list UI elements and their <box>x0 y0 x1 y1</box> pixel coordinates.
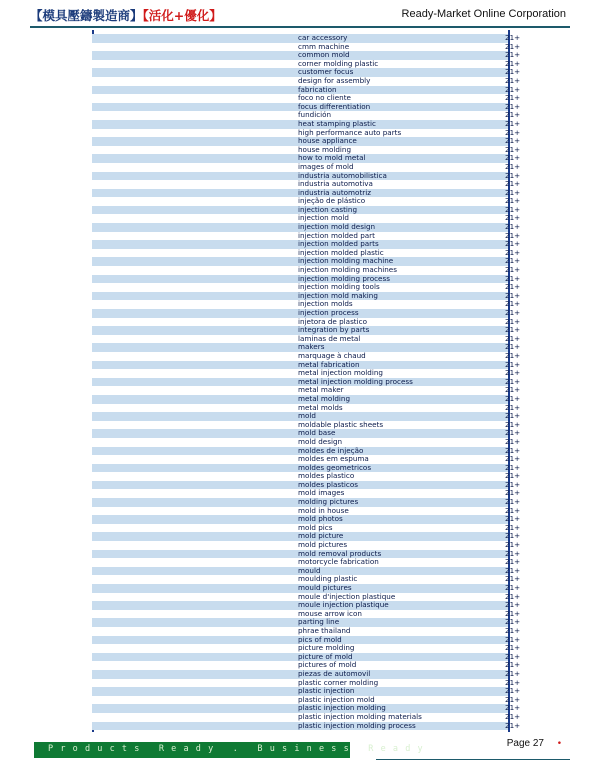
rank-cell: 21+ <box>505 239 521 249</box>
keyword-cell: cmm machine <box>298 41 350 51</box>
keyword-cell: picture of mold <box>298 651 353 661</box>
rank-cell: 21+ <box>505 454 521 464</box>
rank-cell: 21+ <box>505 144 521 154</box>
keyword-cell: integration by parts <box>298 325 370 335</box>
rank-cell: 21+ <box>505 531 521 541</box>
table-row <box>92 720 521 731</box>
keyword-cell: injection casting <box>298 204 358 214</box>
keyword-cell: pictures of mold <box>298 660 357 670</box>
keyword-cell: mouse arrow icon <box>298 608 362 618</box>
rank-cell: 21+ <box>505 136 521 146</box>
rank-cell: 21+ <box>505 196 521 206</box>
keyword-cell: plastic injection molding process <box>298 720 416 730</box>
keyword-cell: mold picture <box>298 531 344 541</box>
rank-cell: 21+ <box>505 436 521 446</box>
rank-cell: 21+ <box>505 694 521 704</box>
keyword-cell: picture molding <box>298 643 355 653</box>
keyword-cell: moule d'injection plastique <box>298 591 396 601</box>
rank-cell: 21+ <box>505 58 521 68</box>
rank-cell: 21+ <box>505 651 521 661</box>
keyword-cell: laminas de metal <box>298 333 361 343</box>
keyword-cell: mold images <box>298 488 345 498</box>
rank-cell: 21+ <box>505 505 521 515</box>
rank-cell: 21+ <box>505 376 521 386</box>
rank-cell: 21+ <box>505 471 521 481</box>
keyword-cell: car accessory <box>298 33 348 42</box>
keyword-cell: high performance auto parts <box>298 127 402 137</box>
keyword-cell: injection molding tools <box>298 282 380 292</box>
keyword-cell: moldes em espuma <box>298 454 369 464</box>
rank-cell: 21+ <box>505 479 521 489</box>
keyword-cell: how to mold metal <box>298 153 366 163</box>
rank-cell: 21+ <box>505 462 521 472</box>
keyword-cell: mould pictures <box>298 583 352 592</box>
rank-cell: 21+ <box>505 402 521 412</box>
keyword-cell: mold pictures <box>298 540 348 550</box>
rank-cell: 21+ <box>505 660 521 670</box>
keyword-cell: industria automobilistica <box>298 170 387 180</box>
rank-cell: 21+ <box>505 625 521 635</box>
rank-cell: 21+ <box>505 591 521 601</box>
keyword-cell: injetora de plastico <box>298 316 367 326</box>
rank-cell: 21+ <box>505 393 521 403</box>
rank-cell: 21+ <box>505 711 521 721</box>
rank-cell: 21+ <box>505 411 521 421</box>
rank-cell: 21+ <box>505 230 521 240</box>
page-number: Page 27 <box>506 738 544 749</box>
keyword-cell: moulding plastic <box>298 574 358 584</box>
keyword-cell: metal fabrication <box>298 359 360 369</box>
keyword-cell: common mold <box>298 50 350 60</box>
rank-cell: 21+ <box>505 686 521 696</box>
rank-cell: 21+ <box>505 118 521 128</box>
keyword-cell: design for assembly <box>298 75 371 85</box>
rank-cell: 21+ <box>505 350 521 360</box>
rank-cell: 21+ <box>505 643 521 653</box>
keyword-cell: metal molds <box>298 402 343 412</box>
keyword-cell: foco no cliente <box>298 93 351 103</box>
keyword-cell: moldes geometricos <box>298 462 372 472</box>
keyword-cell: mold photos <box>298 514 343 524</box>
rank-cell: 21+ <box>505 33 521 42</box>
keyword-cell: fabrication <box>298 84 337 94</box>
rank-cell: 21+ <box>505 153 521 163</box>
keyword-cell: makers <box>298 342 325 352</box>
rank-cell: 21+ <box>505 265 521 275</box>
rank-cell: 21+ <box>505 720 521 730</box>
keyword-cell: images of mold <box>298 161 354 171</box>
rank-cell: 21+ <box>505 308 521 317</box>
rank-cell: 21+ <box>505 273 521 283</box>
rank-cell: 21+ <box>505 256 521 266</box>
keyword-cell: moldes plasticos <box>298 479 359 489</box>
rank-cell: 21+ <box>505 213 521 223</box>
rank-cell: 21+ <box>505 565 521 575</box>
header-title-highlight: 【活化+優化】 <box>142 8 222 23</box>
rank-cell: 21+ <box>505 187 521 197</box>
footer-tagline: Products Ready . Business Ready <box>48 744 430 754</box>
keyword-cell: house appliance <box>298 136 357 146</box>
keyword-cell: industria automotiva <box>298 179 373 189</box>
keyword-cell: moldes plastico <box>298 471 355 481</box>
keyword-cell: piezas de automovil <box>298 668 371 678</box>
rank-cell: 21+ <box>505 179 521 189</box>
rank-cell: 21+ <box>505 488 521 498</box>
keyword-cell: customer focus <box>298 67 354 77</box>
rank-cell: 21+ <box>505 608 521 618</box>
rank-cell: 21+ <box>505 290 521 300</box>
rank-cell: 21+ <box>505 84 521 94</box>
keyword-cell: fundición <box>298 110 332 120</box>
keyword-cell: injection mold design <box>298 222 376 232</box>
keyword-cell: injection molded parts <box>298 239 379 249</box>
rank-cell: 21+ <box>505 634 521 644</box>
rank-cell: 21+ <box>505 445 521 455</box>
rank-cell: 21+ <box>505 359 521 369</box>
rank-cell: 21+ <box>505 557 521 567</box>
rank-cell: 21+ <box>505 299 521 309</box>
page-bullet-icon: • <box>556 739 562 749</box>
rank-cell: 21+ <box>505 574 521 584</box>
rank-cell: 21+ <box>505 161 521 171</box>
rank-cell: 21+ <box>505 41 521 51</box>
keyword-cell: industria automotriz <box>298 187 371 197</box>
keyword-cell: motorcycle fabrication <box>298 557 379 567</box>
rank-cell: 21+ <box>505 50 521 60</box>
keyword-cell: moldable plastic sheets <box>298 419 384 429</box>
rank-cell: 21+ <box>505 101 521 111</box>
keyword-cell: pics of mold <box>298 634 342 644</box>
keyword-cell: injection molded plastic <box>298 247 384 257</box>
rank-cell: 21+ <box>505 600 521 610</box>
keyword-cell: mold design <box>298 436 343 446</box>
rank-cell: 21+ <box>505 325 521 335</box>
keyword-cell: injection molding process <box>298 273 390 283</box>
rank-cell: 21+ <box>505 282 521 292</box>
keyword-cell: phrae thailand <box>298 625 351 635</box>
keyword-cell: injection mold making <box>298 290 378 300</box>
rank-cell: 21+ <box>505 127 521 137</box>
rank-cell: 21+ <box>505 497 521 507</box>
rank-cell: 21+ <box>505 333 521 343</box>
keyword-cell: molding pictures <box>298 497 359 507</box>
keyword-cell: metal maker <box>298 385 344 395</box>
rank-cell: 21+ <box>505 703 521 713</box>
keyword-cell: injection molds <box>298 299 353 309</box>
keyword-cell: injection molded part <box>298 230 375 240</box>
rank-cell: 21+ <box>505 548 521 558</box>
keyword-cell: injeção de plástico <box>298 196 366 206</box>
rank-cell: 21+ <box>505 668 521 678</box>
keyword-cell: injection process <box>298 308 359 317</box>
rank-cell: 21+ <box>505 617 521 627</box>
rank-cell: 21+ <box>505 522 521 532</box>
keyword-cell: heat stamping plastic <box>298 118 376 128</box>
header-divider <box>30 26 570 28</box>
keyword-cell: metal injection molding process <box>298 376 413 386</box>
rank-cell: 21+ <box>505 110 521 120</box>
rank-cell: 21+ <box>505 247 521 257</box>
rank-cell: 21+ <box>505 75 521 85</box>
footer-divider <box>376 759 570 760</box>
keyword-cell: plastic injection molding <box>298 703 386 713</box>
rank-cell: 21+ <box>505 540 521 550</box>
keyword-cell: parting line <box>298 617 340 627</box>
keyword-cell: mold pics <box>298 522 333 532</box>
keyword-cell: corner molding plastic <box>298 58 379 68</box>
keyword-cell: plastic injection mold <box>298 694 375 704</box>
rank-cell: 21+ <box>505 428 521 438</box>
rank-cell: 21+ <box>505 368 521 378</box>
rank-cell: 21+ <box>505 583 521 592</box>
keyword-cell: metal injection molding <box>298 368 383 378</box>
keyword-cell: injection molding machines <box>298 265 397 275</box>
keyword-cell: plastic corner molding <box>298 677 379 687</box>
rank-cell: 21+ <box>505 204 521 214</box>
footer-tagline-bar <box>34 742 430 758</box>
rank-cell: 21+ <box>505 677 521 687</box>
rank-cell: 21+ <box>505 419 521 429</box>
keyword-cell: plastic injection <box>298 686 355 696</box>
keyword-cell: mold removal products <box>298 548 382 558</box>
rank-cell: 21+ <box>505 342 521 352</box>
rank-cell: 21+ <box>505 222 521 232</box>
keyword-cell: focus differentiation <box>298 101 371 111</box>
keyword-cell: injection mold <box>298 213 349 223</box>
rank-cell: 21+ <box>505 93 521 103</box>
keyword-cell: house molding <box>298 144 352 154</box>
rank-cell: 21+ <box>505 67 521 77</box>
keyword-cell: plastic injection molding materials <box>298 711 422 721</box>
rank-cell: 21+ <box>505 385 521 395</box>
keyword-ranking-table <box>92 33 521 730</box>
keyword-cell: marquage à chaud <box>298 350 366 360</box>
rank-cell: 21+ <box>505 316 521 326</box>
keyword-cell: metal molding <box>298 393 351 403</box>
rank-cell: 21+ <box>505 170 521 180</box>
header-company-title <box>30 6 222 24</box>
header-title-prefix: 【模具壓鑄製造商】 <box>30 8 143 23</box>
keyword-cell: mold base <box>298 428 336 438</box>
keyword-cell: mold <box>298 411 316 421</box>
header-site-title: Ready-Market Online Corporation <box>401 8 566 20</box>
keyword-cell: mould <box>298 565 321 575</box>
keyword-cell: moldes de injeção <box>298 445 364 455</box>
keyword-cell: moule injection plastique <box>298 600 389 610</box>
rank-cell: 21+ <box>505 514 521 524</box>
keyword-cell: mold in house <box>298 505 349 515</box>
keyword-cell: injection molding machine <box>298 256 394 266</box>
